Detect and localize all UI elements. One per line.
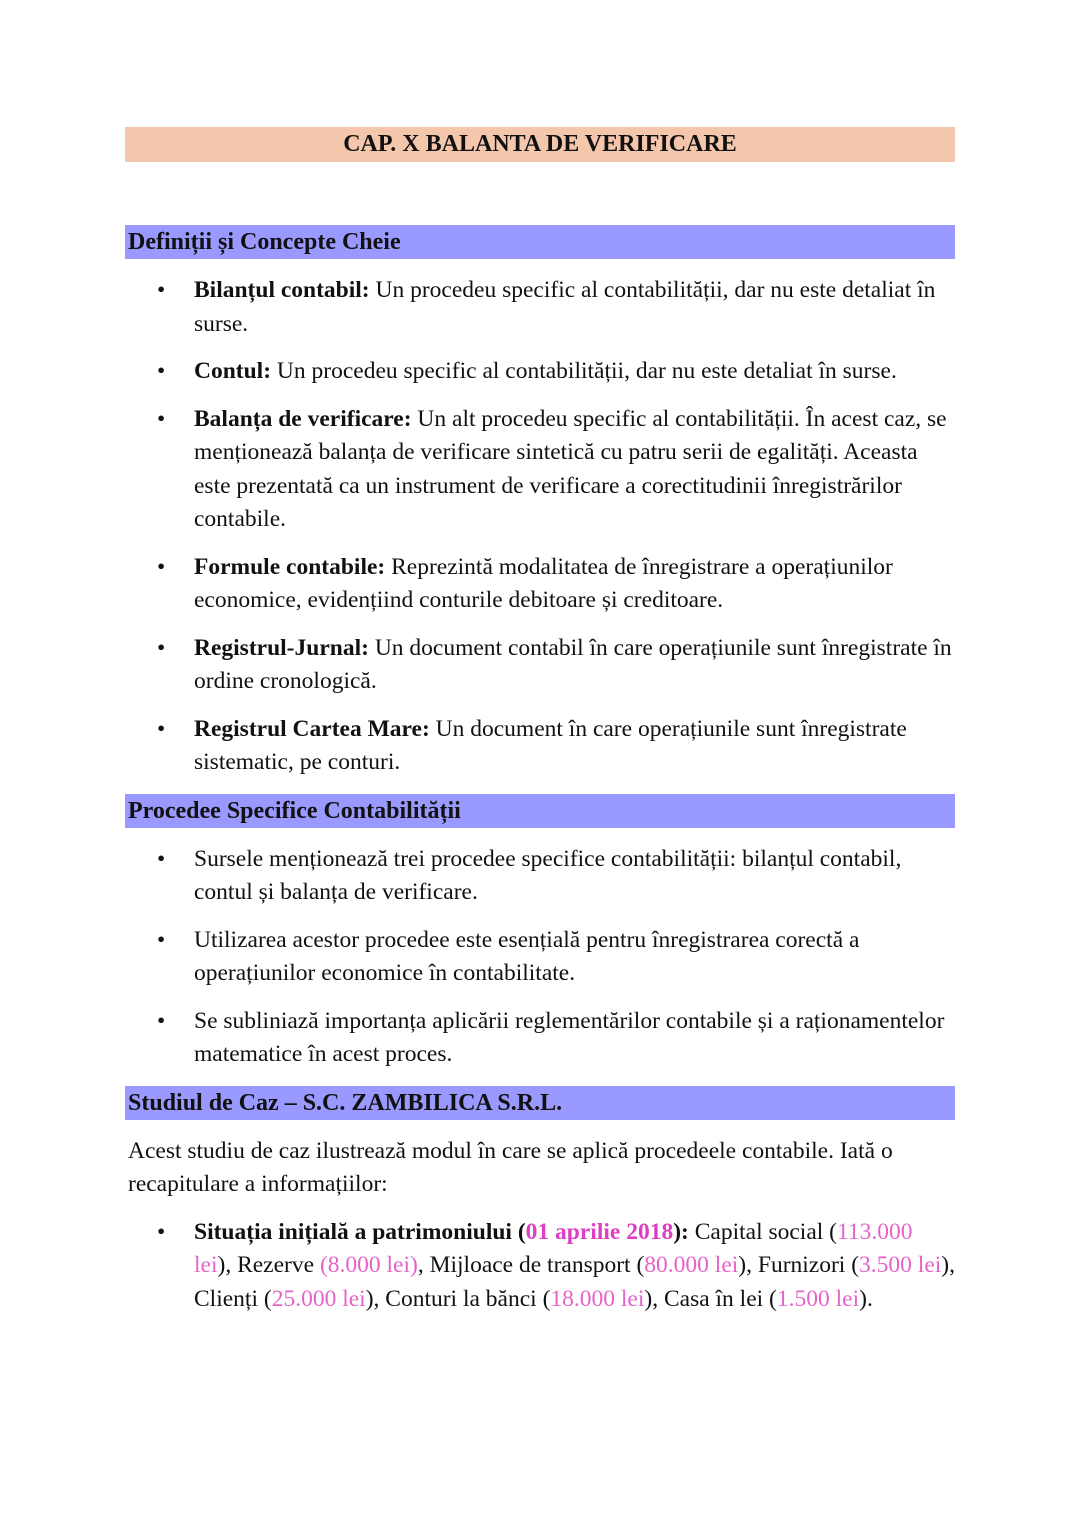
date: 01 aprilie 2018 [525,1218,674,1245]
list-item [125,551,955,618]
list-item [125,355,955,389]
entry-value: 1.500 lei [776,1285,860,1312]
entry-value: 80.000 lei [644,1252,739,1278]
definition: Un document în care operațiunile sunt înregistrate sistematic, pe conturi. [194,715,907,775]
entry-label: Capital social [694,1218,824,1245]
case-study-list [125,1216,955,1317]
list-item [125,632,955,699]
term: Contul: [194,358,272,384]
list-item [125,274,955,341]
entry-label: Mijloace de transport [429,1252,631,1278]
term: Formule contabile: [194,553,386,580]
definition: Un document contabil în care operațiunile sunt înregistrate în ordine cronologică. [194,634,952,694]
list-item: • Se subliniază importanța aplicării reglementărilor contabile și a raționamentelor matematice în acest proces. [125,1005,955,1072]
definition: Un procedeu specific al contabilității, dar nu este detaliat în surse. [194,277,936,337]
term: Registrul-Jurnal: [194,634,369,661]
section-heading-case-study: Studiul de Caz – S.C. ZAMBILICA S.R.L. [125,1086,955,1120]
section-heading-definitions: Definiții și Concepte Cheie [125,225,955,259]
term: Registrul Cartea Mare: [194,715,430,742]
case-study-intro: Acest studiu de caz ilustrează modul în care se aplică procedeele contabile. Iată o recapitulare a informațiilor: [128,1137,893,1197]
entry-value: 113.000 lei [194,1218,913,1278]
entry-value: 18.000 lei [550,1285,645,1312]
term: Balanța de verificare: [194,405,412,432]
definition: Un alt procedeu specific al contabilității. În acest caz, se menționează balanța de verificare sintetică cu patru serii de egalități. Aceasta este prezentată ca un instrument de verificare a corectitudinii înregistrărilor contabile. [194,405,947,532]
document-page [125,127,955,1330]
definitions-list [125,274,955,780]
definition: Un procedeu specific al contabilității, dar nu este detaliat în surse. [271,358,897,384]
entry-value: 8.000 lei [327,1252,411,1278]
list-item: • Utilizarea acestor procedee este esențială pentru înregistrarea corectă a operațiunilor economice în contabilitate. [125,924,955,991]
entry-label: Casa în lei [663,1285,764,1312]
procedures-list [125,843,955,1072]
entry-label: Clienți [194,1285,258,1312]
term: Bilanțul contabil: [194,277,370,303]
entry-value: 3.500 lei [859,1252,942,1278]
section-heading-procedures: Procedee Specifice Contabilității [125,794,955,828]
entry-value: 25.000 lei [271,1285,366,1312]
list-item: • Sursele menționează trei procedee specifice contabilității: bilanțul contabil, contul și balanța de verificare. [125,843,955,910]
list-item [125,403,955,537]
chapter-title: CAP. X BALANTA DE VERIFICARE [125,127,955,162]
entry-label: Rezerve [237,1252,315,1278]
definition: Reprezintă modalitatea de înregistrare a operațiunilor economice, evidențiind conturile debitoare și creditoare. [194,553,893,613]
entry-label: Conturi la bănci [385,1285,537,1312]
term: Situația inițială a patrimoniului [194,1218,512,1245]
entry-label: Furnizori [757,1252,846,1278]
list-item-initial-situation: • Situația inițială a patrimoniului (01 aprilie 2018): Capital social (113.000 lei), Rezerve (8.000 lei), Mijloace de transport (80.000 lei), Furnizori (3.500 lei), Clienți (25.000 lei), Conturi la bănci (18.000 lei), Casa în lei (1.500 lei). [125,1216,955,1317]
list-item [125,713,955,780]
